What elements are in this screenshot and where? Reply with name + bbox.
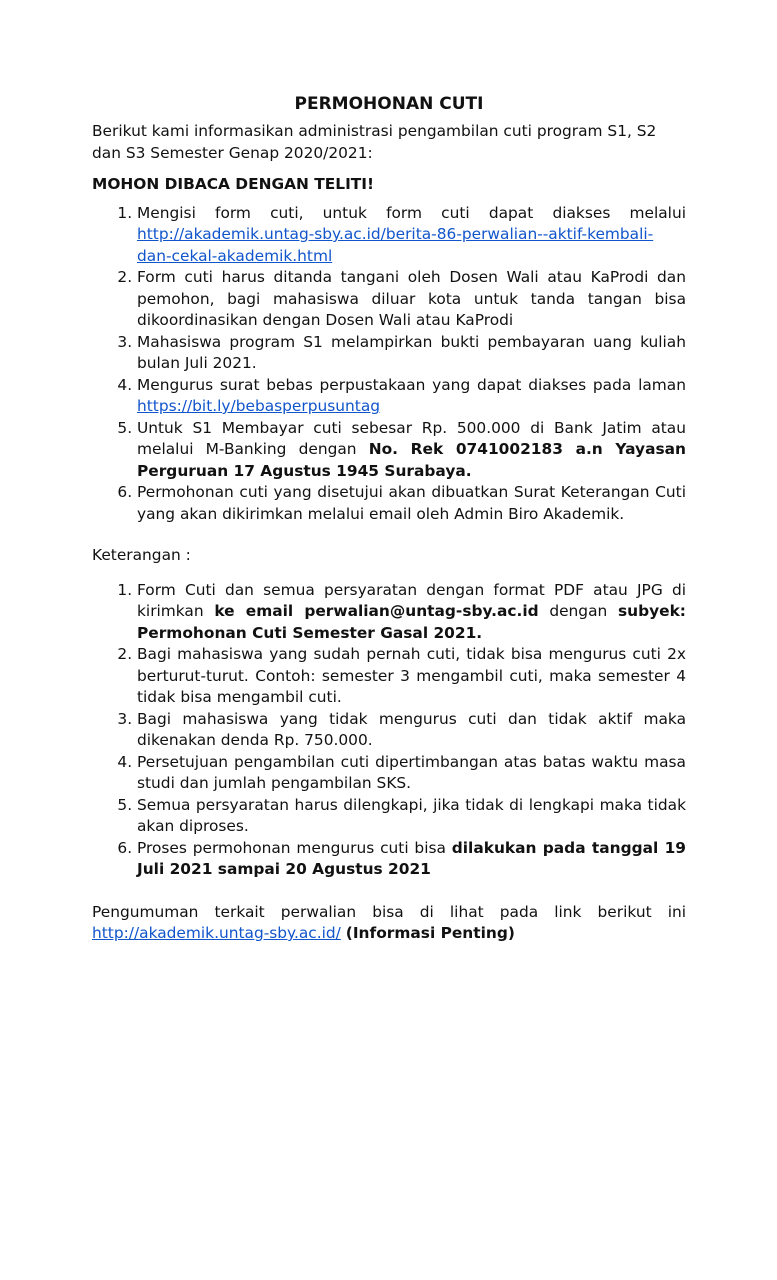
announcement-text: Pengumuman terkait perwalian bisa di lihat pada link berikut ini: [92, 902, 686, 921]
date-range-info: dilakukan pada tanggal 19 Juli 2021 sampai 20 Agustus 2021: [137, 838, 686, 878]
important-info-label: (Informasi Penting): [345, 924, 515, 942]
step-text: Permohonan cuti yang disetujui akan dibuatkan Surat Keterangan Cuti yang akan dikirimkan melalui email oleh Admin Biro Akademik.: [137, 483, 686, 523]
step-text: Mengurus surat bebas perpustakaan yang dapat diakses pada laman: [137, 375, 686, 394]
note-text: Semua persyaratan harus dilengkapi, jika tidak di lengkapi maka tidak akan diproses.: [137, 795, 686, 835]
notes-list: [92, 580, 686, 881]
library-clearance-link[interactable]: https://bit.ly/bebasperpusuntag: [137, 397, 381, 415]
email-address-info: ke email perwalian@untag-sby.ac.id: [214, 602, 539, 620]
step-text: Untuk S1 Membayar cuti sebesar Rp. 500.000 di Bank Jatim atau melalui M-Banking dengan: [137, 418, 686, 458]
step-item: [137, 482, 686, 525]
note-text: Form Cuti dan semua persyaratan dengan format PDF atau JPG di kirimkan: [137, 580, 686, 620]
intro-paragraph: Berikut kami informasikan administrasi pengambilan cuti program S1, S2 dan S3 Semester Genap 2020/2021:: [92, 122, 657, 162]
note-item: [137, 838, 686, 881]
step-item: [137, 375, 686, 418]
bank-account-info: No. Rek 0741002183 a.n Yayasan Perguruan 17 Agustus 1945 Surabaya.: [137, 440, 686, 480]
step-text: Mahasiswa program S1 melampirkan bukti pembayaran uang kuliah bulan Juli 2021.: [137, 332, 686, 372]
document-title: PERMOHONAN CUTI: [294, 94, 484, 114]
note-text: Bagi mahasiswa yang sudah pernah cuti, tidak bisa mengurus cuti 2x berturut-turut. Contoh: semester 3 mengambil cuti, maka semester 4 tidak bisa mengambil cuti.: [137, 645, 686, 706]
note-text: Bagi mahasiswa yang tidak mengurus cuti dan tidak aktif maka dikenakan denda Rp. 750.000.: [137, 709, 686, 749]
steps-list: [92, 203, 686, 526]
keterangan-label: Keterangan :: [92, 546, 191, 564]
document-content: [92, 92, 686, 945]
read-carefully-notice: MOHON DIBACA DENGAN TELITI!: [92, 175, 375, 193]
note-item: [137, 644, 686, 709]
note-text: Persetujuan pengambilan cuti dipertimbangan atas batas waktu masa studi dan jumlah pengambilan SKS.: [137, 752, 686, 792]
email-subject-info: subyek: Permohonan Cuti Semester Gasal 2021.: [137, 602, 686, 642]
note-text: Proses permohonan mengurus cuti bisa: [137, 838, 446, 857]
announcement-paragraph: [92, 902, 686, 945]
form-cuti-link[interactable]: http://akademik.untag-sby.ac.id/berita-86-perwalian--aktif-kembali-dan-cekal-akademik.html: [137, 225, 654, 265]
note-text: dengan: [549, 602, 608, 620]
note-item: [137, 580, 686, 645]
note-item: [137, 795, 686, 838]
step-text: Mengisi form cuti, untuk form cuti dapat diakses melalui: [137, 203, 686, 222]
note-item: [137, 709, 686, 752]
note-item: [137, 752, 686, 795]
akademik-link[interactable]: http://akademik.untag-sby.ac.id/: [92, 924, 341, 942]
step-item: [137, 332, 686, 375]
step-item: [137, 267, 686, 332]
step-item: [137, 418, 686, 483]
step-text: Form cuti harus ditanda tangani oleh Dosen Wali atau KaProdi dan pemohon, bagi mahasiswa diluar kota untuk tanda tangan bisa dikoordinasikan dengan Dosen Wali atau KaProdi: [137, 268, 686, 329]
step-item: [137, 203, 686, 268]
